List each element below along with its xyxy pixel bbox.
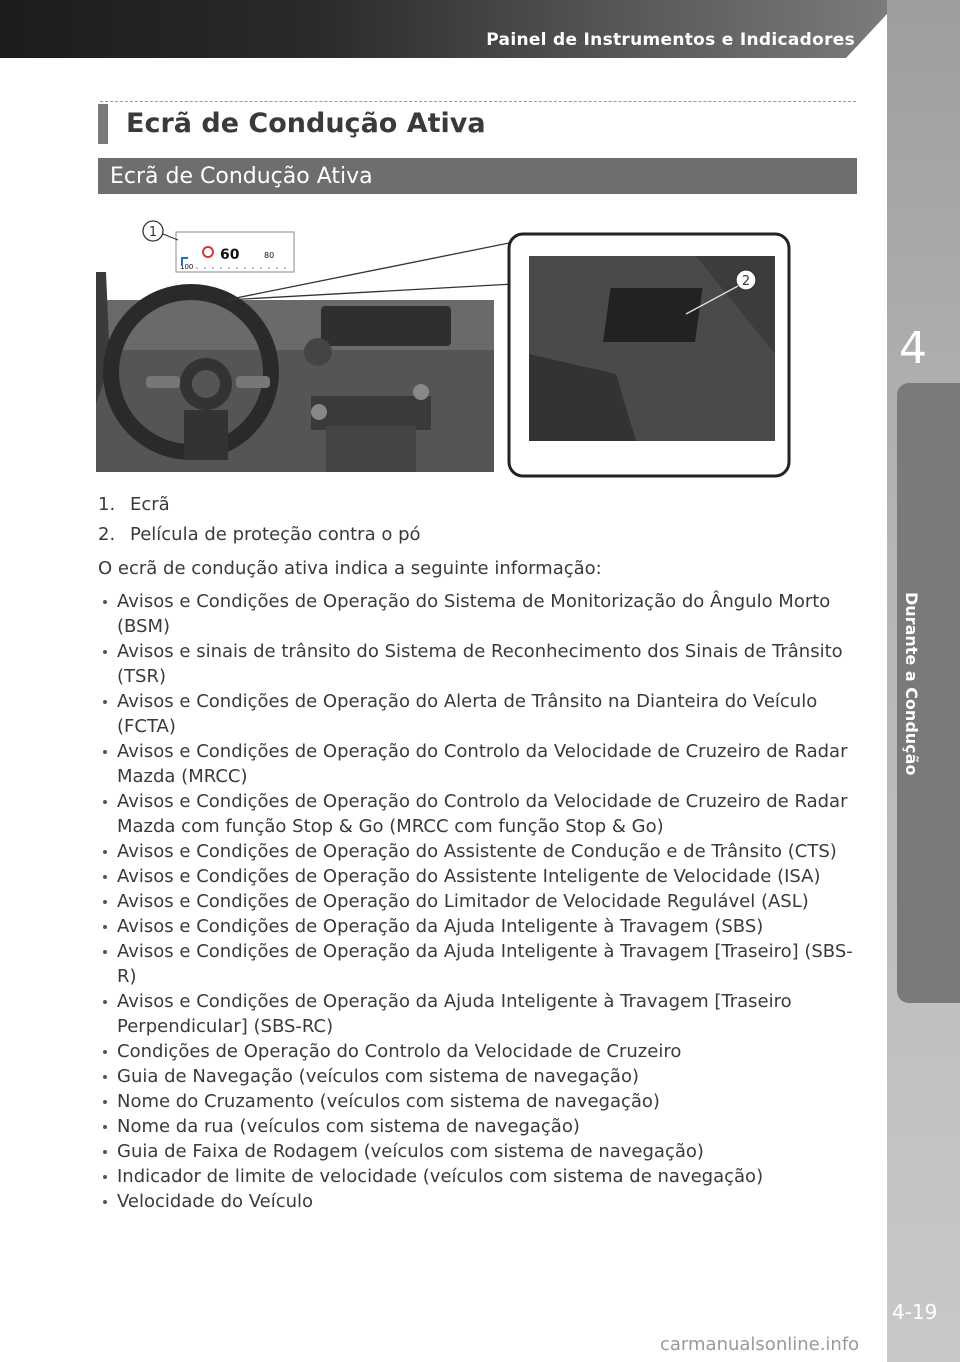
list-item: Indicador de limite de velocidade (veículos com sistema de navegação) [98, 1164, 868, 1189]
list-item: Avisos e Condições de Operação do Controlo da Velocidade de Cruzeiro de Radar Mazda com função Stop & Go (MRCC com função Stop & Go) [98, 789, 868, 839]
list-item: 1. Ecrã [98, 494, 170, 515]
climate-panel [311, 396, 431, 430]
list-item: Guia de Faixa de Rodagem (veículos com sistema de navegação) [98, 1139, 868, 1164]
hud-distance: 100 [180, 263, 194, 271]
hud-limit: 80 [264, 251, 275, 260]
page-number: 4-19 [892, 1300, 938, 1324]
list-item: Avisos e Condições de Operação do Sistema de Monitorização do Ângulo Morto (BSM) [98, 589, 868, 639]
chapter-label: Durante a Condução [902, 592, 921, 776]
section-divider [100, 101, 856, 102]
section-title: Ecrã de Condução Ativa [98, 104, 486, 144]
svg-text:1: 1 [148, 225, 158, 240]
list-item: Avisos e sinais de trânsito do Sistema de Reconhecimento dos Sinais de Trânsito (TSR) [98, 639, 868, 689]
dashboard-figure [96, 214, 796, 480]
bullet-list [98, 589, 868, 1214]
header-title: Painel de Instrumentos e Indicadores [486, 30, 855, 50]
chapter-number: 4 [899, 323, 927, 374]
content-body [98, 492, 868, 1214]
list-item: Avisos e Condições de Operação da Ajuda Inteligente à Travagem (SBS) [98, 914, 868, 939]
list-item: Nome do Cruzamento (veículos com sistema de navegação) [98, 1089, 868, 1114]
dashboard-illustration [96, 214, 796, 480]
section-subtitle: Ecrã de Condução Ativa [98, 158, 857, 194]
list-item: Nome da rua (veículos com sistema de navegação) [98, 1114, 868, 1139]
center-screen [321, 306, 451, 346]
list-item: Avisos e Condições de Operação do Assistente de Condução e de Trânsito (CTS) [98, 839, 868, 864]
intro-text: O ecrã de condução ativa indica a seguinte informação: [98, 558, 602, 579]
list-item: Avisos e Condições de Operação do Alerta de Trânsito na Dianteira do Veículo (FCTA) [98, 689, 868, 739]
hud-speed: 60 [220, 247, 240, 263]
list-item: Avisos e Condições de Operação do Controlo da Velocidade de Cruzeiro de Radar Mazda (MRCC) [98, 739, 868, 789]
list-item: 2. Película de proteção contra o pó [98, 524, 421, 545]
list-item: Avisos e Condições de Operação da Ajuda Inteligente à Travagem [Traseiro] (SBS-R) [98, 939, 868, 989]
list-item: Avisos e Condições de Operação do Assistente Inteligente de Velocidade (ISA) [98, 864, 868, 889]
list-item: Avisos e Condições de Operação do Limitador de Velocidade Regulável (ASL) [98, 889, 868, 914]
dust-film [603, 288, 703, 342]
list-item: Avisos e Condições de Operação da Ajuda Inteligente à Travagem [Traseiro Perpendicular] (SBS-RC) [98, 989, 868, 1039]
list-item: Velocidade do Veículo [98, 1189, 868, 1214]
svg-text:2: 2 [741, 274, 751, 289]
list-item: Guia de Navegação (veículos com sistema de navegação) [98, 1064, 868, 1089]
list-item: Condições de Operação do Controlo da Velocidade de Cruzeiro [98, 1039, 868, 1064]
watermark: carmanualsonline.info [660, 1334, 860, 1355]
numbered-list [98, 492, 868, 547]
